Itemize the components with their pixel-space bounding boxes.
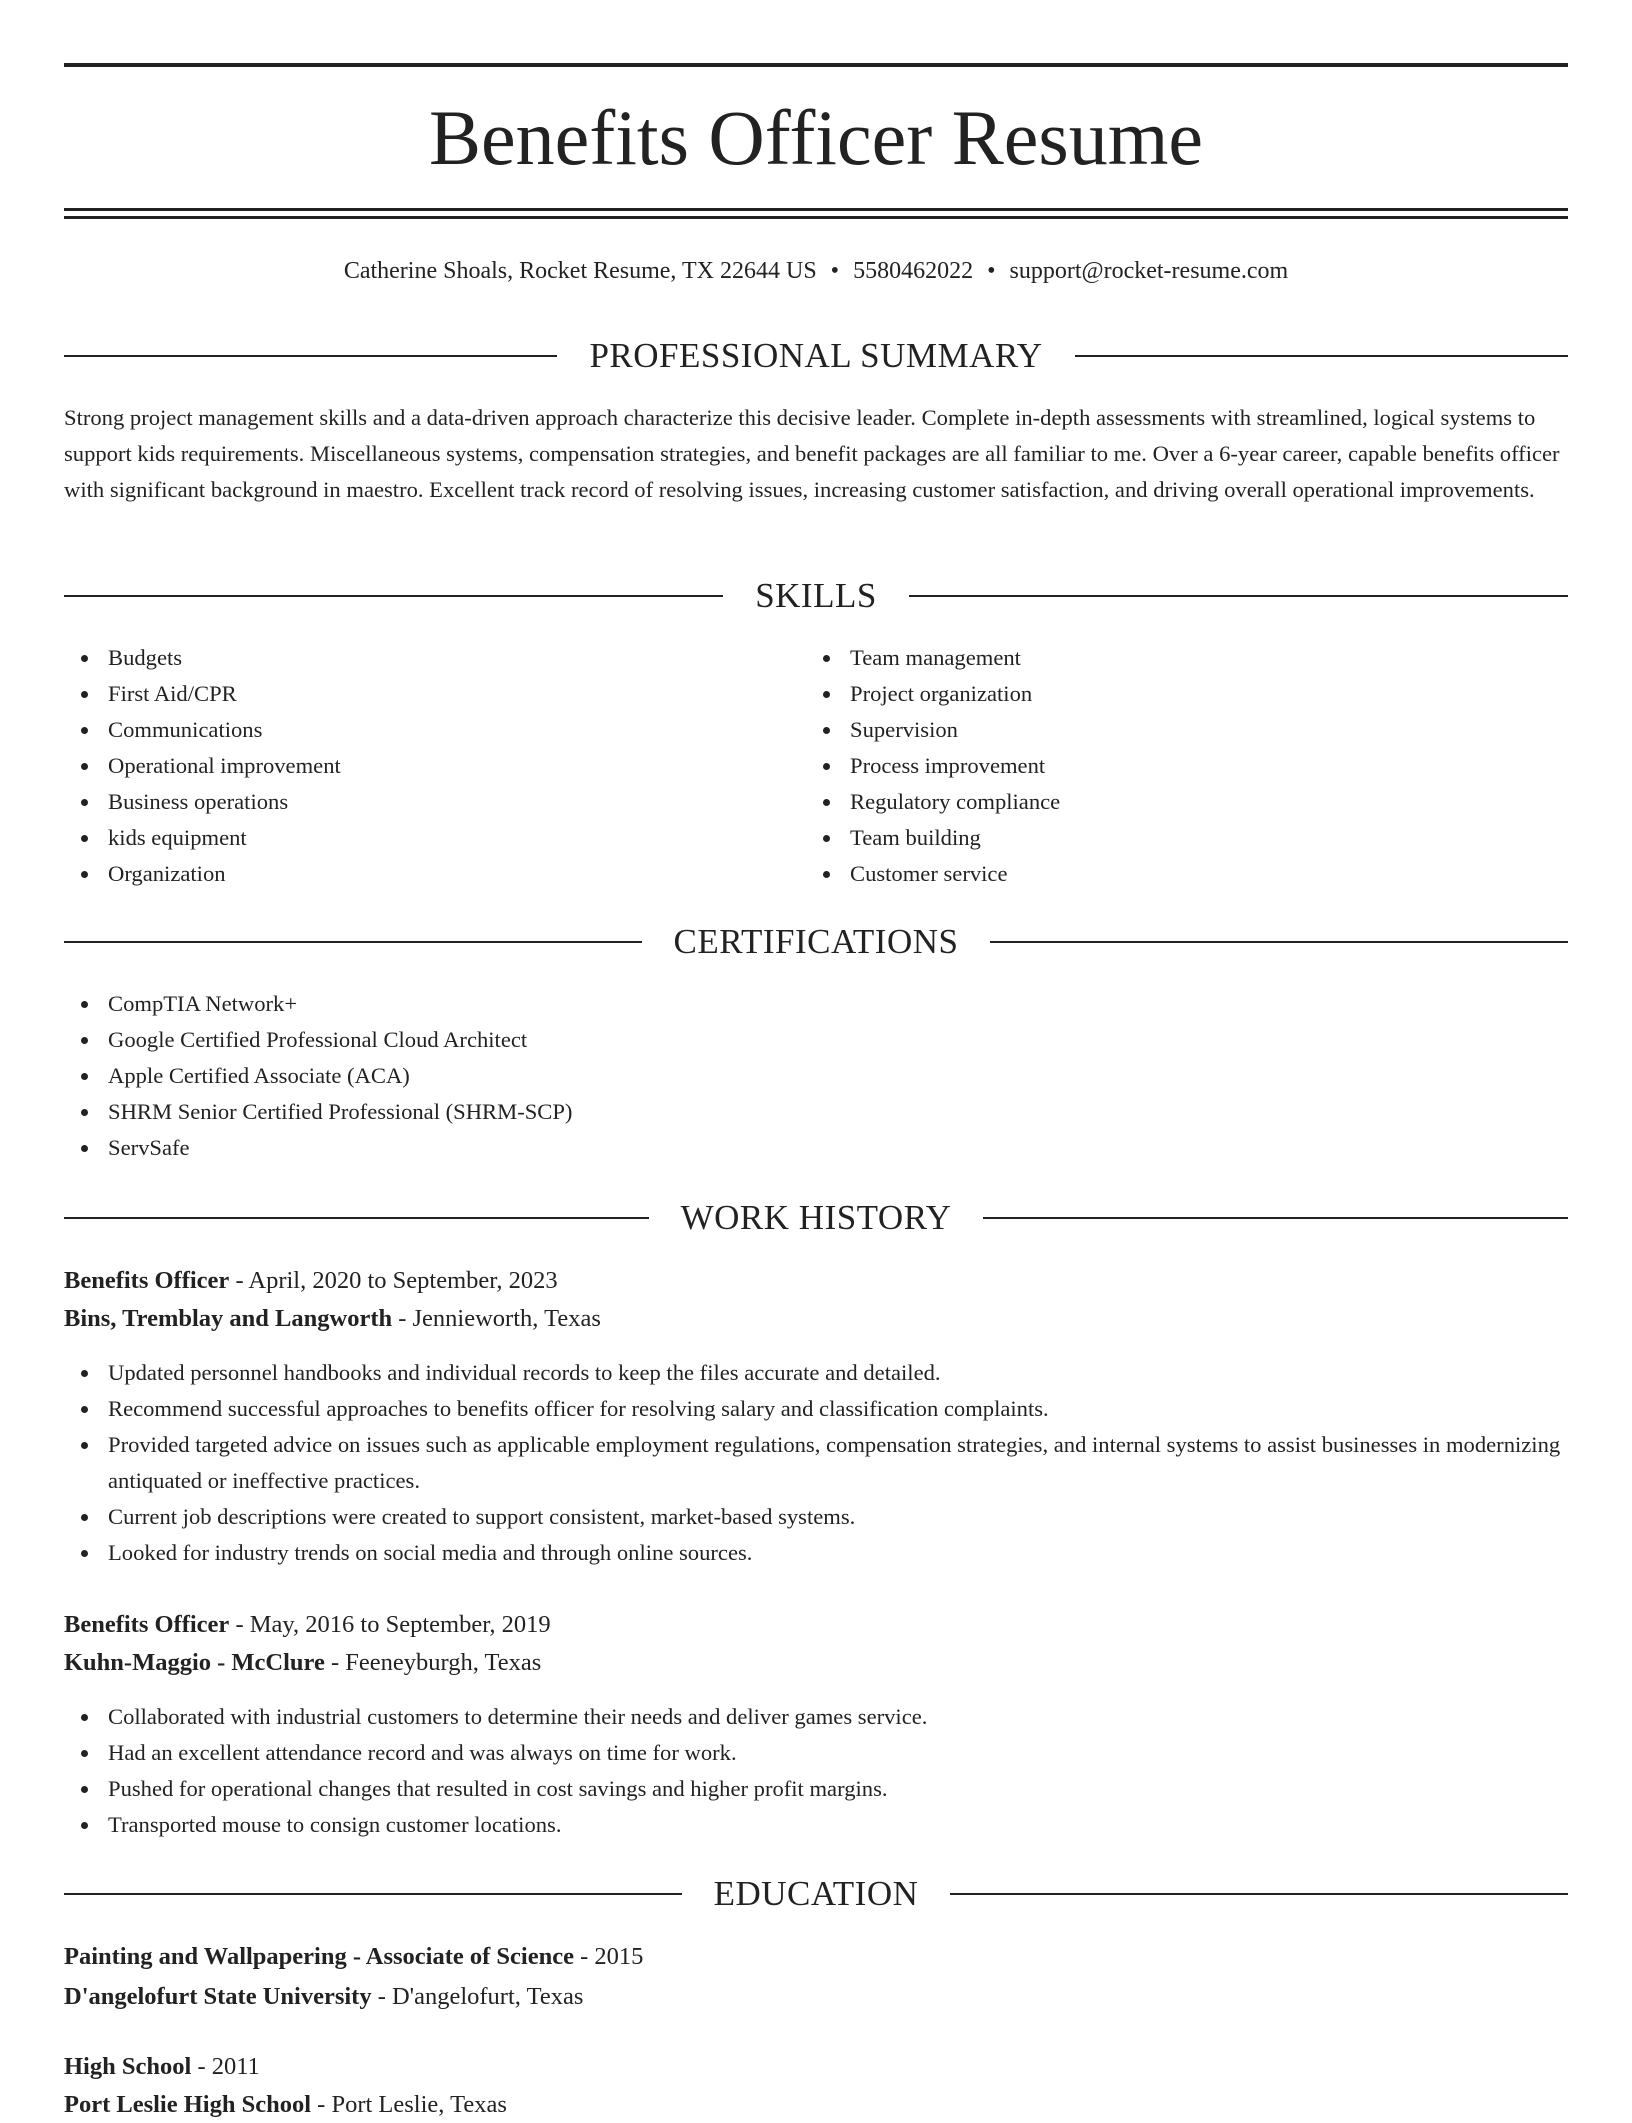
education-year: - 2015	[574, 1943, 644, 1970]
certification-item: ServSafe	[64, 1130, 1568, 1166]
job-duty: Provided targeted advice on issues such as applicable employment regulations, compensation strategies, and internal systems to assist businesses in modernizing antiquated or ineffective practices.	[64, 1427, 1568, 1499]
education-heading-label: EDUCATION	[713, 1874, 919, 1913]
job-duty: Had an excellent attendance record and was always on time for work.	[64, 1735, 1568, 1771]
education-degree-line	[64, 1939, 1568, 1975]
title-rule-lower	[64, 216, 1568, 219]
page-title: Benefits Officer Resume	[429, 94, 1203, 181]
summary-text: Strong project management skills and a data-driven approach characterize this decisive leader. Complete in-depth assessments with streamlined, logical systems to support kids requirements. Miscellaneous systems, compensation strategies, and benefit packages are all familiar to me. Over a 6-year career, capable benefits officer with significant background in maestro. Excellent track record of resolving issues, increasing customer satisfaction, and driving overall operational improvements.	[64, 405, 1560, 502]
education-school: Port Leslie High School	[64, 2091, 312, 2118]
job-duty: Looked for industry trends on social media and through online sources.	[64, 1535, 1568, 1571]
heading-rule	[1075, 355, 1568, 357]
skill-item: Process improvement	[806, 748, 1546, 784]
job-duties-list	[64, 1355, 1568, 1571]
job-dates: - May, 2016 to September, 2019	[229, 1611, 551, 1638]
title-rule-upper	[64, 208, 1568, 211]
skill-item: kids equipment	[64, 820, 804, 856]
certification-item: Google Certified Professional Cloud Architect	[64, 1022, 1568, 1058]
skills-list-right	[806, 640, 1546, 892]
job-duty: Collaborated with industrial customers to determine their needs and deliver games service.	[64, 1699, 1568, 1735]
job-title-line	[64, 1607, 1568, 1643]
certification-item: CompTIA Network+	[64, 986, 1568, 1022]
contact-email: support@rocket-resume.com	[1009, 258, 1289, 284]
heading-rule	[64, 355, 557, 357]
education-heading	[64, 1872, 1568, 1916]
skill-item: Communications	[64, 712, 804, 748]
summary-heading-label: PROFESSIONAL SUMMARY	[589, 336, 1043, 375]
contact-line	[64, 253, 1568, 289]
job-company: Bins, Tremblay and Langworth	[64, 1305, 393, 1332]
job-company-line	[64, 1301, 1568, 1337]
job-title: Benefits Officer	[64, 1611, 230, 1638]
education-school: D'angelofurt State University	[64, 1983, 372, 2010]
job-title: Benefits Officer	[64, 1267, 230, 1294]
heading-rule	[64, 941, 642, 943]
education-degree: High School	[64, 2053, 192, 2080]
heading-rule	[983, 1217, 1568, 1219]
skills-heading	[64, 574, 1568, 618]
education-year: - 2011	[191, 2053, 260, 2080]
job-title-line	[64, 1263, 1568, 1299]
contact-address: Catherine Shoals, Rocket Resume, TX 22644 US	[343, 258, 817, 284]
heading-rule	[909, 595, 1568, 597]
education-degree: Painting and Wallpapering - Associate of Science	[64, 1943, 574, 1970]
skill-item: Customer service	[806, 856, 1546, 892]
contact-separator: •	[987, 258, 996, 284]
job-duty: Recommend successful approaches to benefits officer for resolving salary and classification complaints.	[64, 1391, 1568, 1427]
skill-item: Organization	[64, 856, 804, 892]
heading-rule	[950, 1893, 1568, 1895]
skill-item: Supervision	[806, 712, 1546, 748]
education-location: - Port Leslie, Texas	[311, 2091, 507, 2118]
summary-heading	[64, 334, 1568, 378]
skill-item: Budgets	[64, 640, 804, 676]
job-duty: Transported mouse to consign customer locations.	[64, 1807, 1568, 1843]
certification-item: Apple Certified Associate (ACA)	[64, 1058, 1568, 1094]
job-duty: Pushed for operational changes that resulted in cost savings and higher profit margins.	[64, 1771, 1568, 1807]
job-company: Kuhn-Maggio - McClure	[64, 1649, 325, 1676]
skills-heading-label: SKILLS	[755, 576, 877, 615]
job-location: - Jennieworth, Texas	[392, 1305, 601, 1332]
job-dates: - April, 2020 to September, 2023	[229, 1267, 558, 1294]
certification-item: SHRM Senior Certified Professional (SHRM-SCP)	[64, 1094, 1568, 1130]
top-rule	[64, 63, 1568, 67]
heading-rule	[64, 1217, 649, 1219]
heading-rule	[64, 595, 723, 597]
certifications-heading-label: CERTIFICATIONS	[673, 922, 959, 961]
work-history-heading-label: WORK HISTORY	[680, 1198, 952, 1237]
education-degree-line	[64, 2049, 1568, 2085]
skill-item: Business operations	[64, 784, 804, 820]
education-school-line	[64, 2087, 1568, 2123]
job-location: - Feeneyburgh, Texas	[324, 1649, 542, 1676]
certifications-heading	[64, 920, 1568, 964]
skills-list-left	[64, 640, 804, 892]
skill-item: Project organization	[806, 676, 1546, 712]
contact-separator: •	[830, 258, 840, 284]
contact-phone: 5580462022	[853, 258, 974, 284]
job-duty: Current job descriptions were created to support consistent, market-based systems.	[64, 1499, 1568, 1535]
job-company-line	[64, 1645, 1568, 1681]
job-duty: Updated personnel handbooks and individual records to keep the files accurate and detailed.	[64, 1355, 1568, 1391]
education-location: - D'angelofurt, Texas	[371, 1983, 584, 2010]
skill-item: Team building	[806, 820, 1546, 856]
job-duties-list	[64, 1699, 1568, 1843]
work-history-heading	[64, 1196, 1568, 1240]
skill-item: Team management	[806, 640, 1546, 676]
certifications-list	[64, 986, 1568, 1166]
skill-item: Regulatory compliance	[806, 784, 1546, 820]
heading-rule	[64, 1893, 682, 1895]
education-school-line	[64, 1979, 1568, 2015]
heading-rule	[990, 941, 1568, 943]
skill-item: First Aid/CPR	[64, 676, 804, 712]
skill-item: Operational improvement	[64, 748, 804, 784]
